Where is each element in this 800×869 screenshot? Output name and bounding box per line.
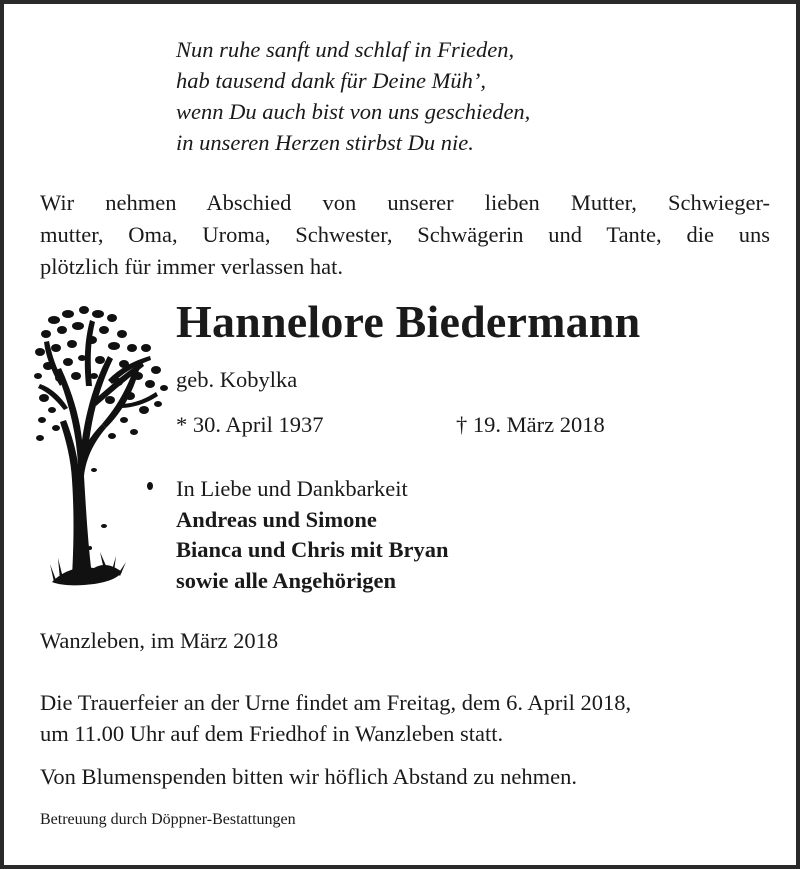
poem-line: hab tausend dank für Deine Müh’,	[176, 68, 486, 93]
maiden-name: geb. Kobylka	[176, 367, 298, 392]
mourner-name: Bianca und Chris mit Bryan	[176, 537, 449, 562]
farewell-line: Wir nehmen Abschied von unserer lieben Mutter, Schwieger-	[40, 190, 770, 215]
mourner-name: sowie alle Angehörigen	[176, 567, 396, 593]
deceased-name: Hannelore Biedermann	[176, 296, 641, 347]
undertaker-credit: Betreuung durch Döppner-Bestattungen	[40, 811, 296, 828]
farewell-line: mutter, Oma, Uroma, Schwester, Schwägerin und Tante, die uns	[40, 222, 770, 247]
place-date: Wanzleben, im März 2018	[40, 628, 279, 653]
farewell-text	[40, 187, 770, 283]
death-date: † 19. März 2018	[456, 412, 605, 437]
flowers-note: Von Blumenspenden bitten wir höflich Abstand zu nehmen.	[40, 764, 578, 789]
service-info	[40, 687, 631, 749]
birth-date: * 30. April 1937	[176, 412, 324, 437]
service-line: um 11.00 Uhr auf dem Friedhof in Wanzleben statt.	[40, 721, 504, 746]
mourner-name: Andreas und Simone	[176, 506, 377, 532]
farewell-line: plötzlich für immer verlassen hat.	[40, 254, 344, 279]
mourners-intro: In Liebe und Dankbarkeit	[176, 476, 408, 501]
mourners	[176, 474, 449, 596]
poem-line: Nun ruhe sanft und schlaf in Frieden,	[176, 37, 515, 62]
poem-line: wenn Du auch bist von uns geschieden,	[176, 99, 531, 124]
poem-line: in unseren Herzen stirbst Du nie.	[176, 130, 474, 155]
tree-icon	[34, 300, 174, 592]
service-line: Die Trauerfeier an der Urne findet am Freitag, dem 6. April 2018,	[40, 690, 632, 715]
poem	[176, 34, 530, 158]
